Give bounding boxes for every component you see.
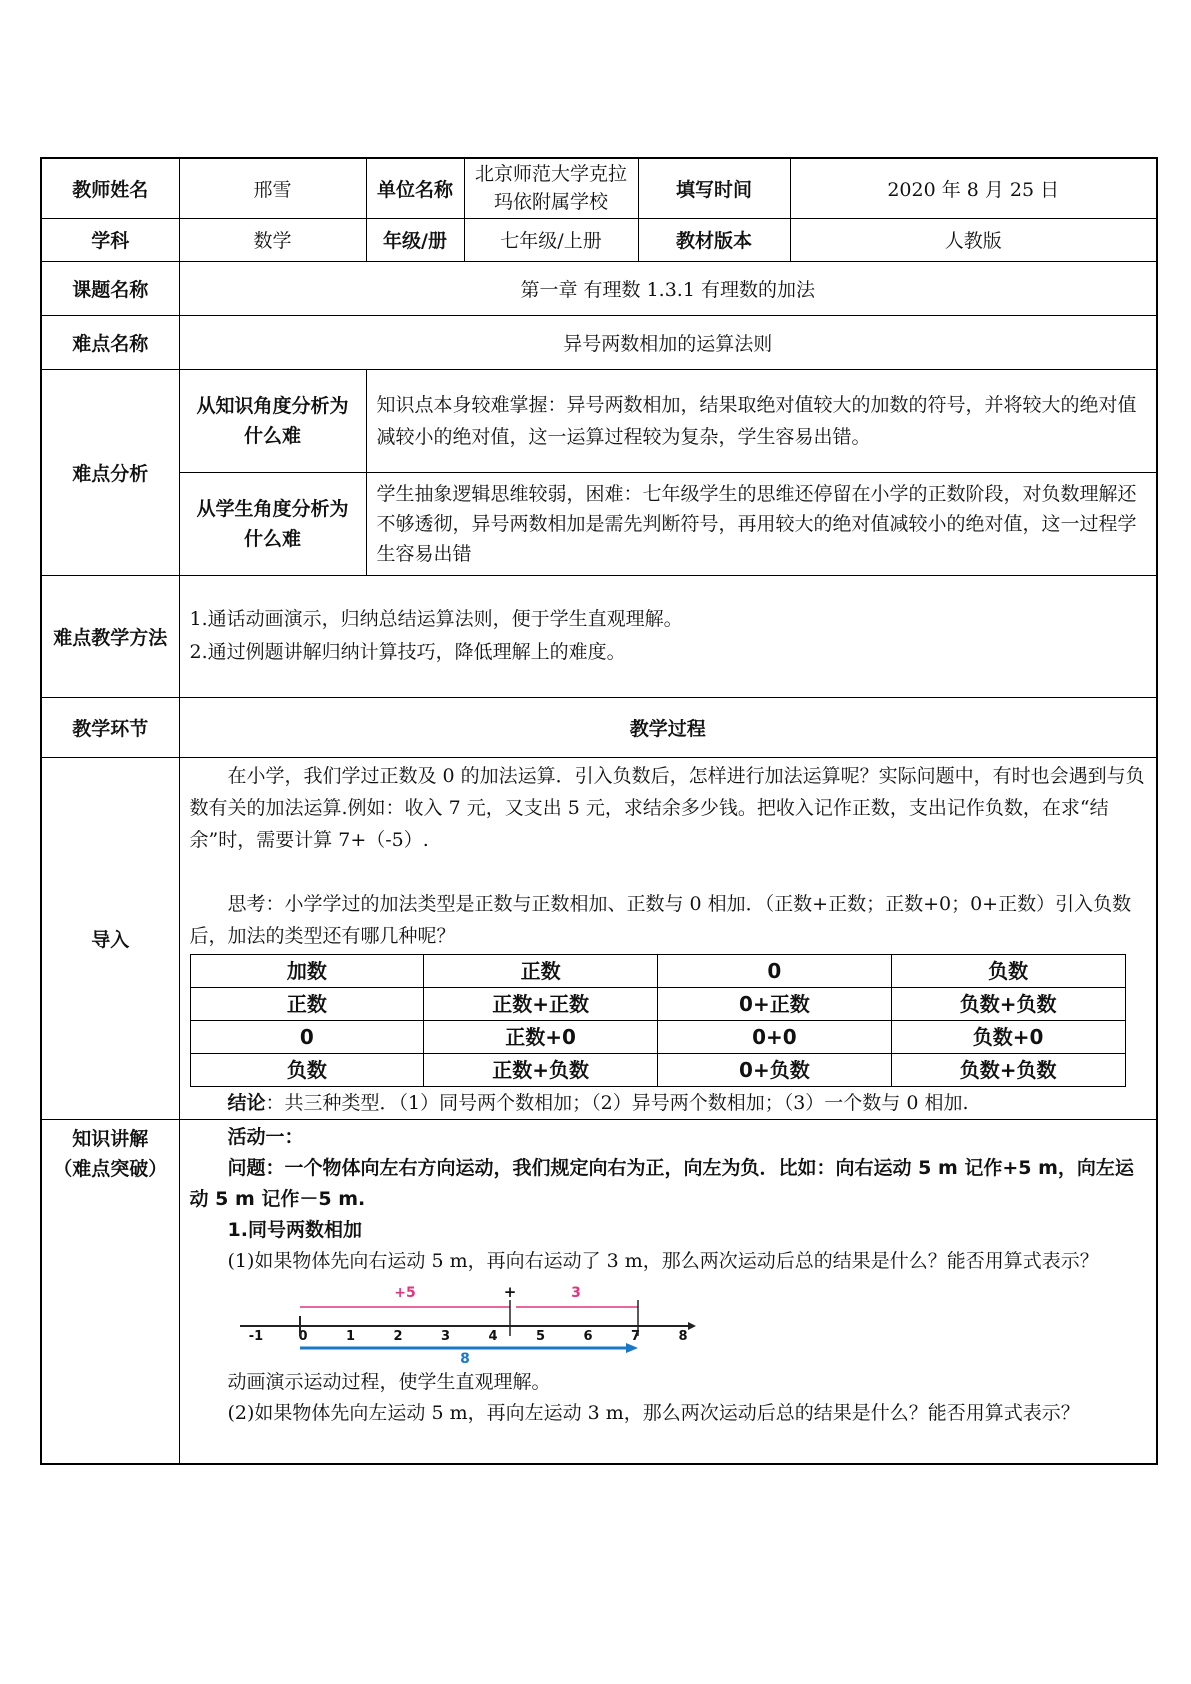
number-line-diagram: [240, 1281, 710, 1363]
table-row: [190, 1053, 1125, 1086]
table-cell: 正数: [424, 954, 658, 987]
student-angle-line1: 从学生角度分析为: [196, 497, 349, 520]
tick-label: 3: [440, 1328, 450, 1344]
conclusion-text: ：共三种类型．（1）同号两个数相加；（2）异号两个数相加；（3）一个数与 0 相加.: [265, 1091, 969, 1114]
conclusion-label: 结论: [227, 1091, 266, 1114]
knowledge-angle-label: [179, 369, 366, 472]
table-cell: 0: [190, 1020, 424, 1053]
table-cell: 0+0: [658, 1020, 892, 1053]
table-cell: 负数: [891, 954, 1125, 987]
intro-label: 导入: [41, 757, 179, 1119]
method-line2: 2.通过例题讲解归纳计算技巧，降低理解上的难度。: [189, 641, 626, 663]
grade-label: 年级/册: [366, 218, 464, 261]
tick-label: 1: [345, 1328, 355, 1344]
tick-label: -1: [248, 1328, 263, 1344]
difficulty-value: 异号两数相加的运算法则: [179, 315, 1157, 369]
tick-label: 7: [630, 1328, 640, 1344]
table-cell: 负数: [190, 1053, 424, 1086]
tick-label: 6: [582, 1328, 593, 1344]
question-1: (1)如果物体先向右运动 5 m，再向右运动了 3 m，那么两次运动后总的结果是什么？能否用算式表示？: [227, 1249, 1099, 1272]
knowledge-label-line2: （难点突破）: [53, 1157, 168, 1180]
process-label: 教学过程: [179, 697, 1157, 757]
method-text: [179, 575, 1157, 697]
table-row: [190, 954, 1125, 987]
knowledge-angle-line2: 什么难: [243, 424, 301, 447]
tick-label: 5: [535, 1328, 545, 1344]
date-label: 填写时间: [638, 158, 790, 218]
plus-sign-label: +: [503, 1282, 516, 1301]
student-angle-label: [179, 472, 366, 575]
table-cell: 负数+负数: [891, 1053, 1125, 1086]
result-arrow-icon: [626, 1343, 638, 1353]
tick-label: 0: [297, 1328, 308, 1344]
table-cell: 加数: [190, 954, 424, 987]
intro-content: [179, 757, 1157, 1119]
method-line1: 1.通话动画演示，归纳总结运算法则，便于学生直观理解。: [189, 608, 683, 630]
teacher-value: 邢雪: [179, 158, 366, 218]
method-label: 难点教学方法: [41, 575, 179, 697]
table-row: [190, 1020, 1125, 1053]
topic-label: 课题名称: [41, 261, 179, 315]
teacher-label: 教师姓名: [41, 158, 179, 218]
unit-value-line1: 北京师范大学克拉: [474, 163, 627, 186]
three-label: 3: [570, 1284, 581, 1301]
table-cell: 负数+0: [891, 1020, 1125, 1053]
grade-value: 七年级/上册: [464, 218, 638, 261]
student-angle-text: 学生抽象逻辑思维较弱，困难：七年级学生的思维还停留在小学的正数阶段，对负数理解还不够透彻，异号两数相加是需先判断符号，再用较大的绝对值减较小的绝对值，这一过程学生容易出错: [366, 472, 1157, 575]
intro-conclusion: [190, 1087, 1147, 1119]
topic-value: 第一章 有理数 1.3.1 有理数的加法: [179, 261, 1157, 315]
table-cell: 0+正数: [658, 987, 892, 1020]
knowledge-label: [41, 1119, 179, 1464]
tick-label: 4: [487, 1328, 498, 1344]
table-row: [190, 987, 1125, 1020]
table-cell: 0+负数: [658, 1053, 892, 1086]
section-heading: 1.同号两数相加: [227, 1218, 362, 1241]
knowledge-angle-text: 知识点本身较难掌握：异号两数相加，结果取绝对值较大的加数的符号，并将较大的绝对值减较小的绝对值，这一运算过程较为复杂，学生容易出错。: [366, 369, 1157, 472]
edition-label: 教材版本: [638, 218, 790, 261]
intro-paragraph-2: 思考：小学学过的加法类型是正数与正数相加、正数与 0 相加．（正数+正数；正数+0；0+正数）引入负数后，加法的类型还有哪几种呢？: [189, 892, 1132, 947]
plus5-label: +5: [393, 1284, 416, 1301]
unit-value-line2: 玛依附属学校: [493, 191, 608, 214]
knowledge-content: [179, 1119, 1157, 1464]
difficulty-label: 难点名称: [41, 315, 179, 369]
addition-type-table: [190, 954, 1126, 1087]
table-cell: 正数+0: [424, 1020, 658, 1053]
unit-label: 单位名称: [366, 158, 464, 218]
eight-label: 8: [459, 1350, 470, 1363]
knowledge-angle-line1: 从知识角度分析为: [196, 394, 349, 417]
unit-value: [464, 158, 638, 218]
tick-label: 2: [392, 1328, 403, 1344]
activity-heading: 活动一：: [227, 1125, 304, 1148]
edition-value: 人教版: [790, 218, 1157, 261]
question-2: (2)如果物体先向左运动 5 m，再向左运动 3 m，那么两次运动后总的结果是什么？能否用算式表示？: [227, 1401, 1080, 1424]
date-value: 2020 年 8 月 25 日: [790, 158, 1157, 218]
analysis-label: 难点分析: [41, 369, 179, 575]
table-cell: 0: [658, 954, 892, 987]
knowledge-label-line1: 知识讲解: [72, 1127, 149, 1150]
demo-text: 动画演示运动过程，使学生直观理解。: [227, 1370, 551, 1393]
table-cell: 正数+正数: [424, 987, 658, 1020]
table-cell: 负数+负数: [891, 987, 1125, 1020]
subject-value: 数学: [179, 218, 366, 261]
table-cell: 正数+负数: [424, 1053, 658, 1086]
subject-label: 学科: [41, 218, 179, 261]
axis-arrow-icon: [688, 1322, 696, 1330]
tick-label: 8: [677, 1328, 688, 1344]
problem-text: 问题：一个物体向左右方向运动，我们规定向右为正，向左为负．比如：向右运动 5 m 记作+5 m，向左运动 5 m 记作－5 m.: [189, 1156, 1134, 1210]
student-angle-line2: 什么难: [243, 527, 301, 550]
stage-label: 教学环节: [41, 697, 179, 757]
tick-group: [248, 1328, 687, 1343]
intro-paragraph-1: 在小学，我们学过正数及 0 的加法运算．引入负数后，怎样进行加法运算呢？实际问题中，有时也会遇到与负数有关的加法运算.例如：收入 7 元，又支出 5 元，求结余多少钱。把收入记作正数，支出记作负数，在求“结余”时，需要计算 7+（-5）.: [189, 764, 1145, 851]
table-cell: 正数: [190, 987, 424, 1020]
